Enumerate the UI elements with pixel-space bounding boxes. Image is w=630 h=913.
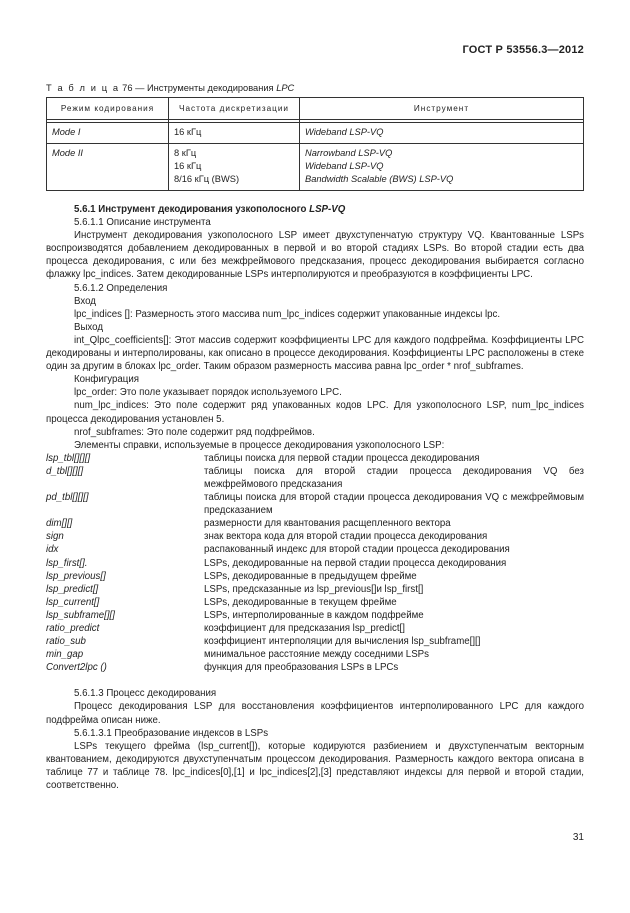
- helper-desc: LSPs, декодированные в текущем фрейме: [204, 596, 397, 608]
- helper-term: lsp_subframe[][]: [46, 609, 115, 621]
- section-heading-italic: LSP-VQ: [309, 204, 346, 215]
- helper-term: ratio_predict: [46, 623, 100, 634]
- subsection-title: 5.6.1.3 Процесс декодирования: [74, 688, 217, 700]
- table-header-row: [47, 98, 584, 120]
- helper-desc: знак вектора кода для второй стадии процесса декодирования: [204, 531, 488, 543]
- subsection-title: 5.6.1.3.1 Преобразование индексов в LSPs: [74, 727, 269, 739]
- caption-text: 76 — Инструменты декодирования: [119, 83, 277, 93]
- tool-value: Narrowband LSP-VQ: [305, 148, 393, 159]
- definition-config: lpc_order: Это поле указывает порядок используемого LPC.: [74, 387, 342, 399]
- helper-term: lsp_first[].: [46, 557, 88, 569]
- label-output: Выход: [74, 321, 103, 333]
- helper-desc: коэффициент для предсказания lsp_predict[]: [204, 623, 405, 634]
- caption-italic: LPC: [276, 83, 295, 93]
- helper-desc: LSPs, интерполированные в каждом подфрейме: [204, 609, 424, 621]
- paragraph: LSPs текущего фрейма (lsp_current[]), которые кодируются разбиением и двухступенчатым векторным квантованием, декодируются двухступенчатым процессом декодирования. Размерность каждого вектора описана в таблице 77 и таблице 78. lpc_indices[0],[1] и lpc_indices[2],[3] представляют индексы для первой и второй стадии, соответственно.: [46, 740, 584, 792]
- table-cell-mode: [47, 123, 169, 144]
- table-cell-mode: [47, 144, 169, 191]
- label-config: Конфигурация: [74, 374, 140, 386]
- frequency-value: 8/16 кГц (BWS): [174, 174, 240, 185]
- frequency-value: 16 кГц: [174, 161, 202, 172]
- column-header-mode: Режим кодирования: [47, 98, 169, 120]
- paragraph: Инструмент декодирования узкополосного LSP имеет двухступенчатую структуру VQ. Квантованные LSPs воспроизводятся добавлением декодированных в первой и во второй стадиях LSPs. Во второй стадии есть два процесса декодирования, с или без межфреймового предсказания, процесс декодирования выбирается согласно флажку lpc_indices. Затем декодированные LSPs интерполируются и преобразуются в коэффициенты LPC.: [46, 230, 584, 281]
- caption-prefix: Т а б л и ц а: [46, 83, 120, 93]
- table-cell-frequency: [169, 123, 300, 144]
- helper-term: d_tbl[][][]: [46, 465, 84, 477]
- helper-desc: распакованный индекс для второй стадии процесса декодирования: [204, 544, 510, 556]
- helper-term: dim[][]: [46, 518, 73, 530]
- helper-term: lsp_tbl[][][]: [46, 452, 91, 464]
- document-id: ГОСТ Р 53556.3—2012: [462, 44, 584, 56]
- tool-value: Wideband LSP-VQ: [305, 161, 384, 172]
- helper-desc: LSPs, декодированные на первой стадии процесса декодирования: [204, 557, 507, 569]
- helper-desc: LSPs, предсказанные из lsp_previous[]и lsp_first[]: [204, 583, 424, 595]
- helper-desc: коэффициент интерполяции для вычисления lsp_subframe[][]: [204, 636, 481, 648]
- helper-desc: таблицы поиска для второй стадии процесса декодирования VQ без межфреймового предсказания: [204, 465, 584, 490]
- tool-value: Bandwidth Scalable (BWS) LSP-VQ: [305, 174, 454, 185]
- helper-desc: таблицы поиска для второй стадии процесса декодирования VQ с межфреймовым предсказанием: [204, 492, 584, 517]
- frequency-value: 16 кГц: [174, 127, 202, 138]
- table-caption: [46, 82, 294, 95]
- table-76: [46, 97, 584, 191]
- subsection-title: 5.6.1.2 Определения: [74, 282, 168, 294]
- definition-config: nrof_subframes: Это поле содержит ряд подфреймов.: [74, 426, 315, 438]
- helper-term: Convert2lpc (): [46, 662, 107, 674]
- column-header-frequency: Частота дискретизации: [169, 98, 300, 120]
- page-number: 31: [572, 832, 584, 843]
- definition-output: int_Qlpc_coefficients[]: Этот массив содержит коэффициенты LPC для каждого подфрейма. Коэффициенты LPC декодированы и интерполированы, как описано в процессе декодирования. Коэффициенты LPC расположены в стеке один за другим в блоках lpc_order. Таким образом размерность массива равна lpc_order * nrof_subframes.: [46, 334, 584, 373]
- tool-value: Wideband LSP-VQ: [305, 127, 384, 138]
- label-input: Вход: [74, 295, 96, 307]
- frequency-value: 8 кГц: [174, 148, 197, 159]
- table-cell-tool: [300, 123, 584, 144]
- helper-desc: таблицы поиска для первой стадии процесса декодирования: [204, 452, 480, 464]
- mode-value: Mode I: [52, 127, 81, 138]
- definition-config: num_lpc_indices: Это поле содержит ряд упакованных кодов LPC. Для узкополосного LSP, num_lpc_indices процесса декодирования установлен 5.: [46, 400, 584, 425]
- subsection-title: 5.6.1.1 Описание инструмента: [74, 217, 211, 229]
- helper-list: [46, 452, 584, 675]
- table-cell-tool: [300, 144, 584, 191]
- definition-input: lpc_indices []: Размерность этого массива num_lpc_indices содержит упакованные индексы lpc.: [74, 308, 501, 320]
- helper-term: lsp_predict[]: [46, 583, 99, 595]
- mode-value: Mode II: [52, 148, 84, 159]
- paragraph: Процесс декодирования LSP для восстановления коэффициентов интерполированного LPC для каждого подфрейма описан ниже.: [46, 701, 584, 726]
- helper-term: sign: [46, 531, 64, 543]
- section-heading-text: 5.6.1 Инструмент декодирования узкополосного: [74, 204, 310, 215]
- section-heading: [46, 203, 584, 216]
- helper-desc: LSPs, декодированные в предыдущем фрейме: [204, 570, 417, 582]
- helper-term: lsp_current[]: [46, 596, 100, 608]
- helper-term: ratio_sub: [46, 636, 86, 648]
- section-body: [46, 203, 584, 792]
- table-cell-frequency: [169, 144, 300, 191]
- helper-intro: Элементы справки, используемые в процессе декодирования узкополосного LSP:: [74, 439, 445, 451]
- helper-term: lsp_previous[]: [46, 570, 106, 582]
- helper-desc: функция для преобразования LSPs в LPCs: [204, 662, 399, 674]
- table-row: [47, 144, 584, 191]
- helper-desc: минимальное расстояние между соседними LSPs: [204, 649, 429, 661]
- helper-term: min_gap: [46, 649, 84, 661]
- helper-desc: размерности для квантования расщепленного вектора: [204, 518, 451, 530]
- column-header-tool: Инструмент: [300, 98, 584, 120]
- helper-term: idx: [46, 544, 59, 556]
- table-row: [47, 123, 584, 144]
- helper-term: pd_tbl[][][]: [46, 492, 89, 504]
